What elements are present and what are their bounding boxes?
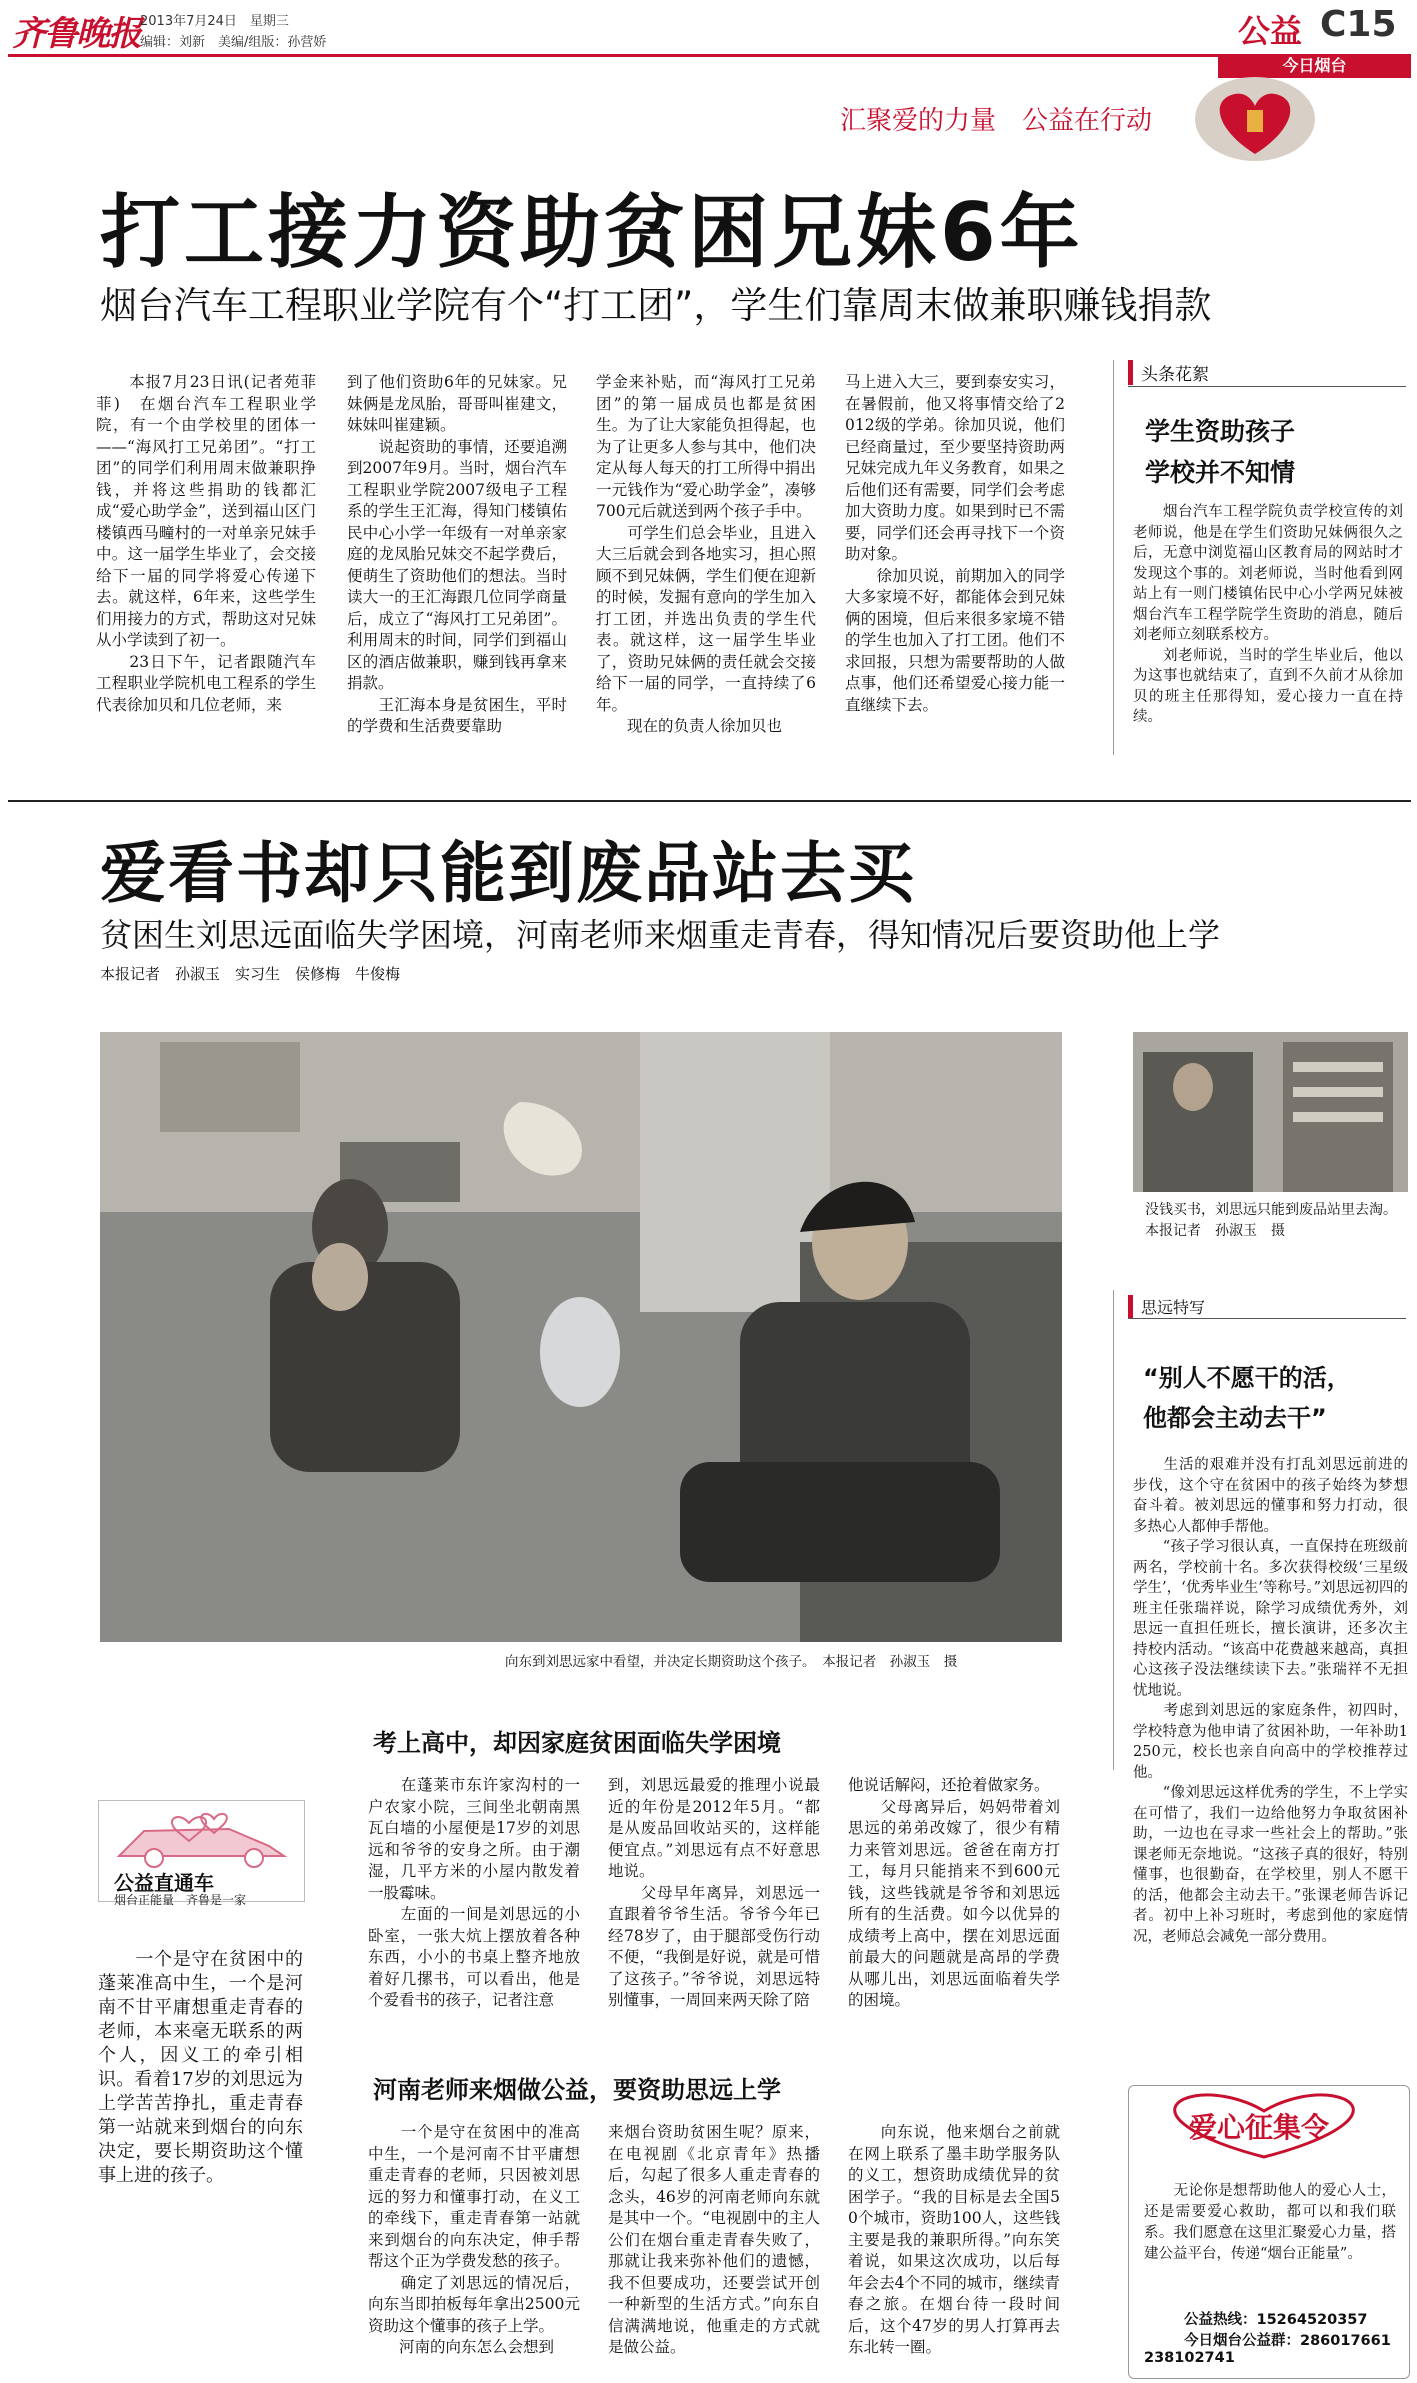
column-subtitle: 烟台正能量 齐鲁是一家 (114, 1893, 247, 1907)
story2-sec1-column-1: 在蓬莱市东许家沟村的一户农家小院，三间坐北朝南黑瓦白墙的小屋便是17岁的刘思远和爷爷的安身之所。由于潮湿，几平方米的小屋内散发着一股霉味。 左面的一间是刘思远的小卧室，一张大炕上摆放着各种东西，小小的书桌上整齐地放着好几摞书，可以看出，他是个爱看书的孩子，记者注意 (368, 1776, 580, 2009)
appeal-group-cont: 238102741 (1144, 2350, 1235, 2366)
side1-tag: 头条花絮 (1128, 360, 1209, 385)
slogan-right: 公益在行动 (1022, 106, 1153, 136)
side2-tag: 思远特写 (1128, 1295, 1205, 1318)
main-photo (100, 1032, 1062, 1642)
appeal-body: 无论你是想帮助他人的爱心人士，还是需要爱心救助，都可以和我们联系。我们愿意在这里汇聚爱心力量，搭建公益平台，传递“烟台正能量”。 (1144, 2183, 1396, 2262)
slogan (840, 100, 1152, 137)
side-photo (1133, 1032, 1408, 1192)
section-label: 公益 (1238, 12, 1303, 50)
appeal-hotline: 公益热线：15264520357 (1184, 2312, 1368, 2328)
side1-head-2: 学校并不知情 (1145, 458, 1296, 487)
side1-tag-rule (1128, 386, 1406, 387)
story2-sec1-column-3: 他说话解闷，还抢着做家务。 父母离异后，妈妈带着刘思远的弟弟改嫁了，很少有精力来管刘思远。爸爸在南方打工，每月只能捎来不到600元钱，这些钱就是爷爷和刘思远所有的生活费。如今以优异的成绩考上高中，摆在刘思远面前最大的问题就是高昂的学费从哪儿出，刘思远面临着失学的困境。 (848, 1776, 1060, 2009)
side-photo-caption: 没钱买书，刘思远只能到废品站里去淘。 本报记者 孙淑玉 摄 (1145, 1202, 1404, 1239)
car-heart-icon (99, 1801, 304, 1871)
story1-divider (1113, 360, 1114, 755)
appeal-title: 爱心征集令 (1189, 2111, 1330, 2144)
column-body: 一个是守在贫困中的蓬莱准高中生，一个是河南不甘平庸想重走青春的老师，本来毫无联系的两个人，因义工的牵引相识。看着17岁的刘思远为上学苦苦挣扎，重走青春第一站就来到烟台的向东决定，要长期资助这个懂事上进的孩子。 (98, 1949, 303, 2186)
side1-body: 烟台汽车工程学院负责学校宣传的刘老师说，他是在学生们资助兄妹俩很久之后，无意中浏览福山区教育局的网站时才发现这个事的。刘老师说，当时他看到网站上有一则门楼镇佑民中心小学两兄妹被烟台汽车工程学院学生资助的消息，随后刘老师立刻联系校方。 刘老师说，当时的学生毕业后，他以为这事也就结束了，直到不久前才从徐加贝的班主任那得知，爱心接力一直在持续。 (1133, 504, 1403, 725)
slogan-left: 汇聚爱的力量 (840, 106, 997, 136)
story2-section1-head: 考上高中，却因家庭贫困面临失学困境 (373, 1729, 781, 1757)
main-photo-illustration (100, 1032, 1062, 1642)
story2-sec2-column-1: 一个是守在贫困中的准高中生，一个是河南不甘平庸想重走青春的老师，只因被刘思远的努力和懂事打动，在义工的牵线下，重走青春第一站就来到烟台的向东决定，伸手帮帮这个正为学费发愁的孩子。 确定了刘思远的情况后，向东当即拍板每年拿出2500元资助这个懂事的孩子上学。 河南的向东怎么会想到 (368, 2123, 580, 2356)
side1-head-1: 学生资助孩子 (1145, 417, 1296, 446)
side2-body: 生活的艰难并没有打乱刘思远前进的步伐，这个守在贫困中的孩子始终为梦想奋斗着。被刘思远的懂事和努力打动，很多热心人都伸手帮他。 “孩子学习很认真，一直保持在班级前两名，学校前十名。多次获得校级‘三星级学生’，‘优秀毕业生’等称号。”刘思远初四的班主任张瑞祥说，除学习成绩优秀外，刘思远一直担任班长，擅长演讲，还多次主持校内活动。“该高中花费越来越高，真担心这孩子没法继续读下去。”张瑞祥不无担忧地说。 考虑到刘思远的家庭条件，初四时，学校特意为他申请了贫困补助，一年补助1250元，校长也亲自向高中的学校推荐过他。 “像刘思远这样优秀的学生，不上学实在可惜了，我们一边给他努力争取贫困补助，一边也在寻求一些社会上的帮助。”张课老师无奈地说。“这孩子真的很好，特别懂事，也很勤奋，在学校里，别人不愿干的活，他都会主动去干。”张课老师告诉记者。初中上补习班时，考虑到他的家庭情况，老师总会减免一部分费用。 (1133, 1457, 1408, 1945)
story2-byline: 本报记者 孙淑玉 实习生 侯修梅 牛俊梅 (100, 965, 401, 983)
appeal-box (1128, 2085, 1410, 2379)
page-number: C15 (1320, 4, 1397, 45)
side2-quote-1: “别人不愿干的活， (1143, 1364, 1351, 1392)
side2-divider (1113, 1290, 1114, 1770)
side-photo-illustration (1133, 1032, 1408, 1192)
story2-sec2-column-3: 向东说，他来烟台之前就在网上联系了墨丰助学服务队的义工，想资助成绩优异的贫困学子。“我的目标是去全国50个城市，资助100人，这些钱主要是我的兼职所得。”向东笑着说，如果这次成功，以后每年会去4个不同的城市，继续青春之旅。在烟台待一段时间后，这个47岁的男人打算再去东北转一圈。 (848, 2123, 1060, 2356)
region-label: 今日烟台 (1282, 56, 1347, 75)
story1-column-4: 马上进入大三，要到泰安实习，在暑假前，他又将事情交给了2012级的学弟。徐加贝说，他们已经商量过，至少要坚持资助两兄妹完成九年义务教育，如果之后他们还有需要，同学们会考虑加大资助力度。如果到时已不需要，同学们还会再寻找下一个资助对象。 徐加贝说，前期加入的同学大多家境不好，都能体会到兄妹俩的困境，但后来很多家境不错的学生也加入了打工团。他们不求回报，只想为需要帮助的人做点事，他们还希望爱心接力能一直继续下去。 (845, 373, 1065, 714)
story2-subtitle: 贫困生刘思远面临失学困境，河南老师来烟重走青春，得知情况后要资助他上学 (100, 916, 1221, 954)
section-separator (8, 800, 1411, 802)
heart-hands-logo (1190, 74, 1320, 164)
appeal-group: 今日烟台公益群：286017661 (1184, 2333, 1391, 2349)
column-title: 公益直通车 (114, 1871, 214, 1895)
issue-date-line (140, 10, 289, 29)
story2-title: 爱看书却只能到废品站去买 (100, 835, 916, 912)
story1-column-2: 到了他们资助6年的兄妹家。兄妹俩是龙凤胎，哥哥叫崔建文，妹妹叫崔建颖。 说起资助的事情，还要追溯到2007年9月。当时，烟台汽车工程职业学院2007级电子工程系的学生王汇海，得知门楼镇佑民中心小学一年级有一对单亲家庭的龙凤胎兄妹交不起学费后，便萌生了资助他们的想法。当时读大一的王汇海跟几位同学商量后，成立了“海风打工兄弟团”。利用周末的时间，同学们到福山区的酒店做兼职，赚到钱再拿来捐款。 王汇海本身是贫困生，平时的学费和生活费要靠助 (347, 373, 567, 735)
story2-sec1-column-2: 到，刘思远最爱的推理小说最近的年份是2012年5月。“都是从废品回收站买的，这样能便宜点。”刘思远有点不好意思地说。 父母早年离异，刘思远一直跟着爷爷生活。爷爷今年已经78岁了，由于腿部受伤行动不便，“我倒是好说，就是可惜了这孩子。”爷爷说，刘思远特别懂事，一周回来两天除了陪 (608, 1776, 820, 2009)
story1-title: 打工接力资助贫困兄妹6年 (100, 186, 1084, 279)
story1-column-3: 学金来补贴，而“海风打工兄弟团”的第一届成员也都是贫困生。为了让大家能负担得起，也为了让更多人参与其中，他们决定从每人每天的打工所得中捐出一元钱作为“爱心助学金”，凑够700元后就送到两个孩子手中。 可学生们总会毕业，且进入大三后就会到各地实习，担心照顾不到兄妹俩，学生们便在迎新的时候，发掘有意向的学生加入打工团，并选出负责的学生代表。就这样，这一届学生毕业了，资助兄妹俩的责任就会交接给下一届的同学，一直持续了6年。 现在的负责人徐加贝也 (596, 373, 816, 735)
story1-subtitle: 烟台汽车工程职业学院有个“打工团”，学生们靠周末做兼职赚钱捐款 (100, 284, 1212, 327)
side2-quote-2: 他都会主动去干” (1143, 1404, 1327, 1432)
newspaper-logo: 齐鲁晚报 (12, 14, 140, 54)
column-logo-box (98, 1800, 305, 1907)
side2-tag-rule (1128, 1318, 1406, 1319)
issue-date: 2013年7月24日 (140, 14, 237, 29)
masthead-rule (8, 54, 1218, 57)
story2-section2-head: 河南老师来烟做公益，要资助思远上学 (373, 2076, 781, 2104)
staff-credit: 编辑：刘新 美编/组版：孙营娇 (140, 35, 327, 50)
story2-sec2-column-2: 来烟台资助贫困生呢？原来，在电视剧《北京青年》热播后，勾起了很多人重走青春的念头，46岁的河南老师向东就是其中一个。“电视剧中的主人公们在烟台重走青春失败了，那就让我来弥补他们的遗憾，我不但要成功，还要尝试开创一种新型的生活方式。”向东自信满满地说，他重走的方式就是做公益。 (608, 2123, 820, 2356)
story1-column-1: 本报7月23日讯(记者苑菲菲) 在烟台汽车工程职业学院，有一个由学校里的团体一——“海风打工兄弟团”。“打工团”的同学们利用周末做兼职挣钱，并将这些捐助的钱都汇成“爱心助学金”，送到福山区门楼镇西马疃村的一对单亲兄妹手中。这一届学生毕业了，会交接给下一届的同学将爱心传递下去。就这样，6年来，这些学生们用接力的方式，帮助这对兄妹从小学读到了初一。 23日下午，记者跟随汽车工程职业学院机电工程系的学生代表徐加贝和几位老师，来 (96, 373, 316, 714)
issue-weekday: 星期三 (249, 14, 289, 29)
main-photo-caption: 向东到刘思远家中看望，并决定长期资助这个孩子。 本报记者 孙淑玉 摄 (505, 1654, 958, 1670)
